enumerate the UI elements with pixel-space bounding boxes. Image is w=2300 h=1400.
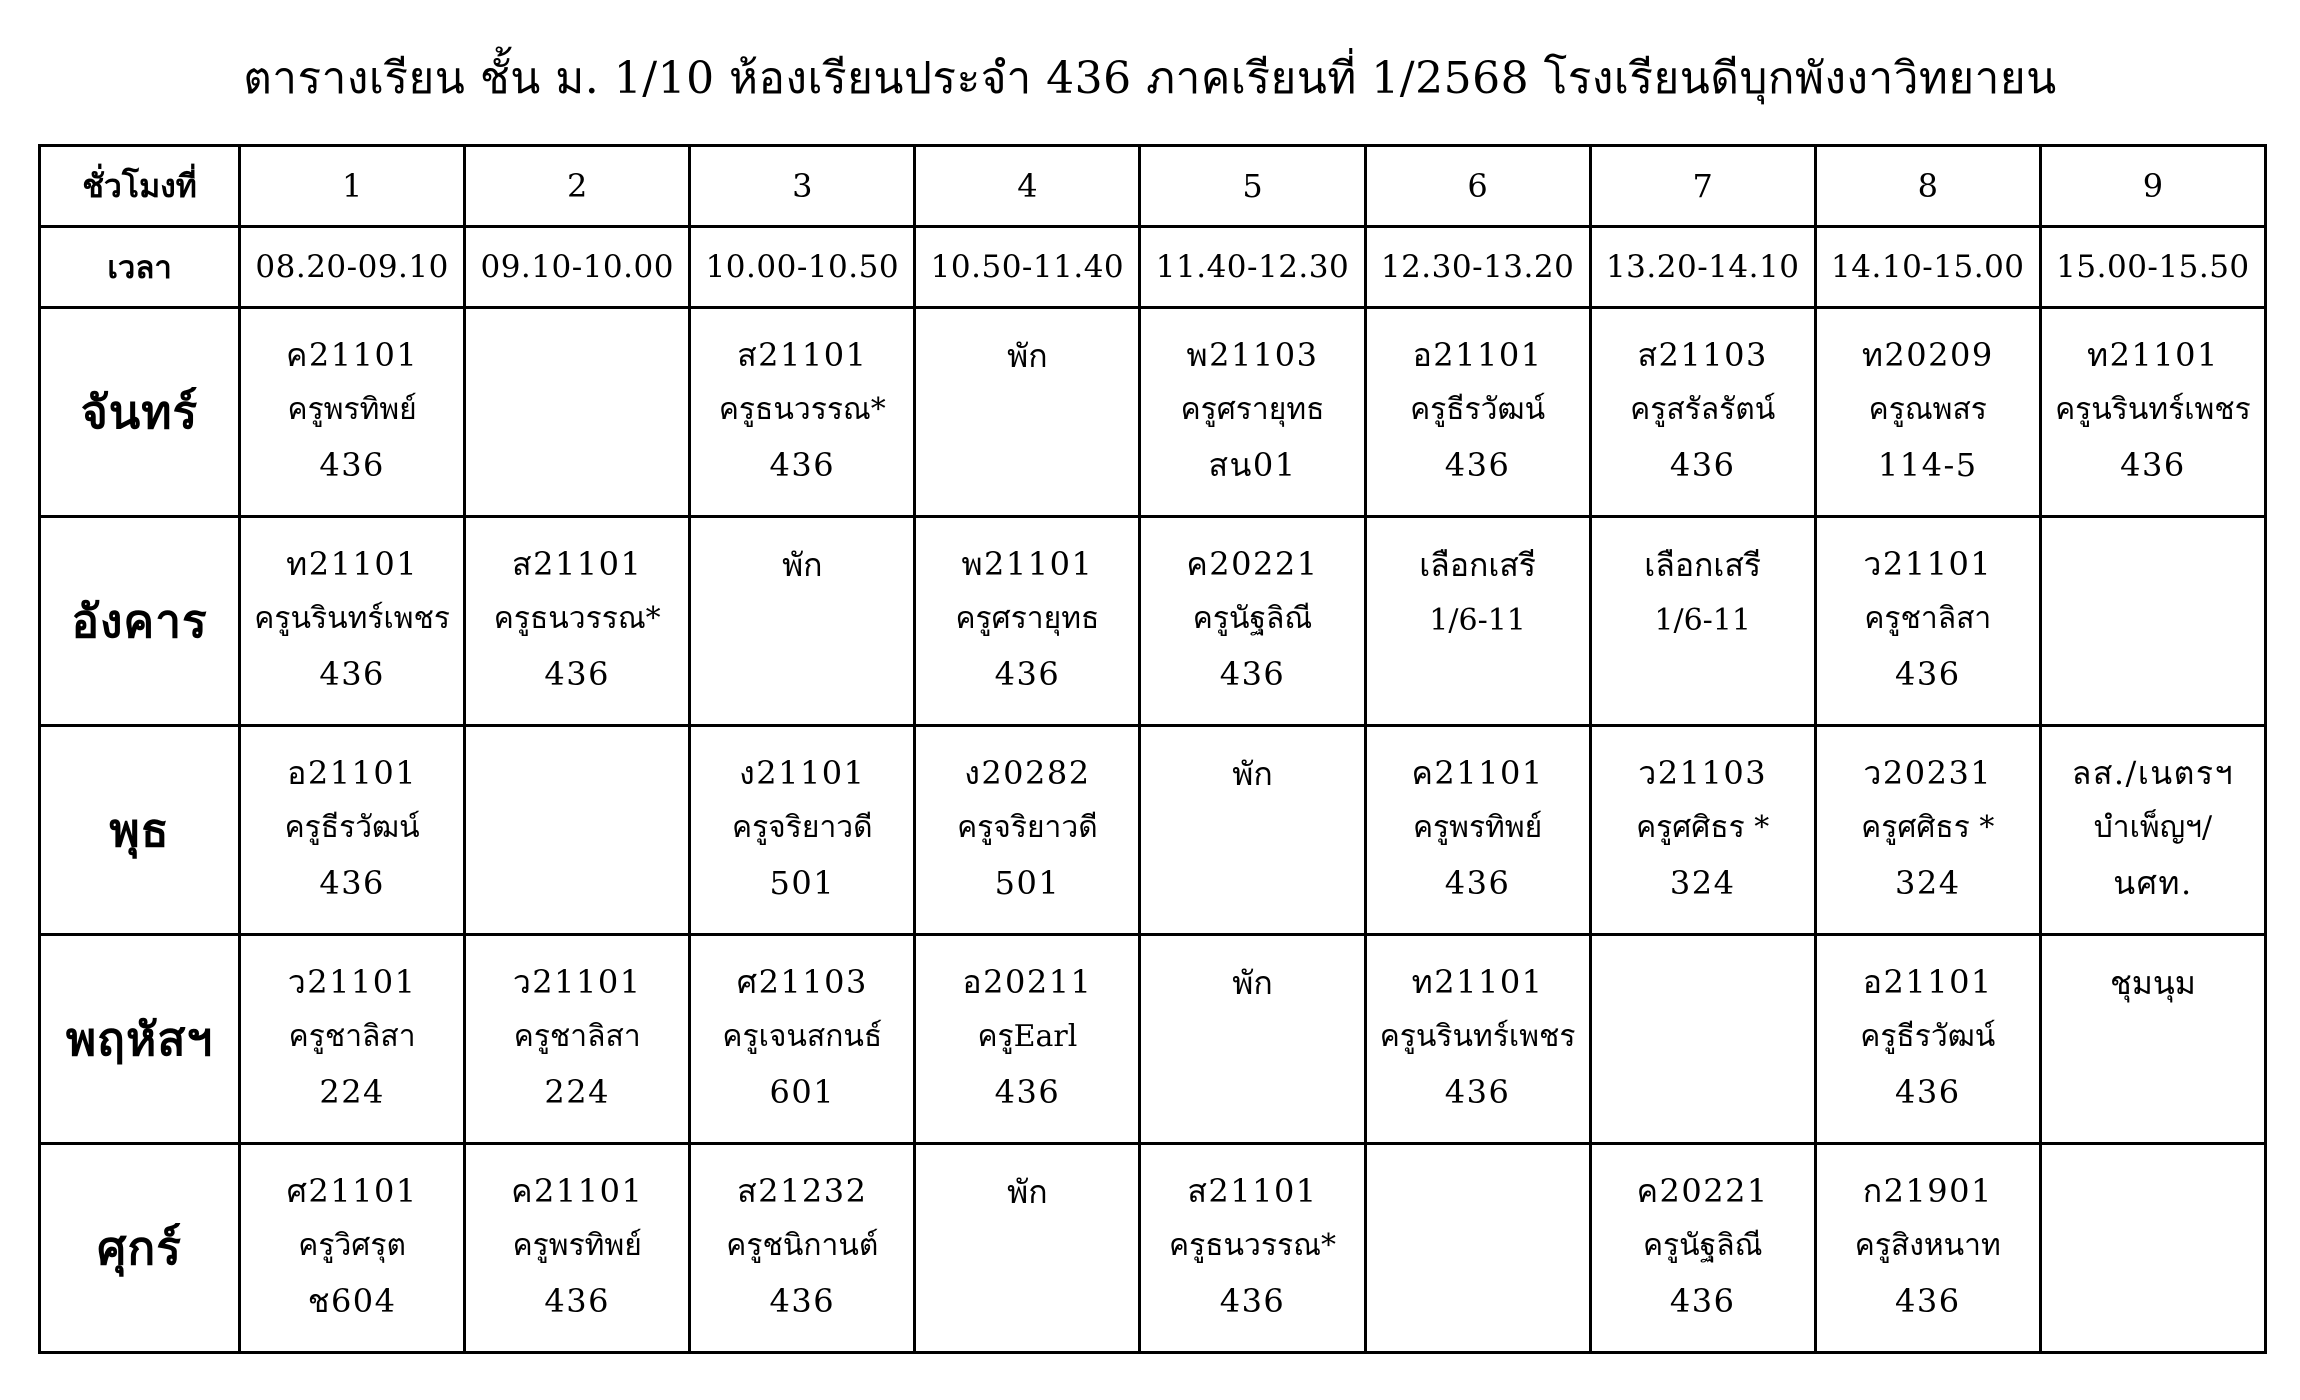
teacher-name: ครูธีรวัฒน์ — [1410, 392, 1546, 427]
schedule-cell — [1590, 308, 1815, 517]
subject-code: ศ21101 — [286, 1172, 418, 1210]
cell-content — [916, 1145, 1138, 1213]
time-slot: 13.20-14.10 — [1590, 227, 1815, 308]
subject-code: ว21101 — [512, 963, 642, 1001]
teacher-name: ครูธนวรรณ* — [493, 601, 661, 636]
schedule-cell — [690, 308, 915, 517]
teacher-name: ครูชาลิสา — [288, 1019, 416, 1054]
time-slot: 15.00-15.50 — [2040, 227, 2265, 308]
subject-code: ว21101 — [1863, 545, 1993, 583]
time-slot: 11.40-12.30 — [1140, 227, 1365, 308]
cell-content — [241, 936, 463, 1112]
schedule-cell — [1815, 726, 2040, 935]
schedule-cell — [1140, 1144, 1365, 1353]
schedule-cell — [915, 935, 1140, 1144]
room-number: 436 — [1894, 1282, 1961, 1320]
teacher-name: ครูศศิธร * — [1861, 810, 1995, 845]
room-number: 436 — [1444, 1073, 1511, 1111]
activity-label: ชุมนุม — [2110, 964, 2196, 1002]
teacher-name: บำเพ็ญฯ/ — [2093, 810, 2213, 845]
cell-content — [2042, 936, 2264, 1004]
cell-content — [691, 518, 913, 586]
schedule-cell — [240, 1144, 465, 1353]
cell-content — [1141, 309, 1363, 485]
subject-code: ว20231 — [1863, 754, 1993, 792]
room-number: 436 — [1669, 446, 1736, 484]
period-number: 6 — [1365, 146, 1590, 227]
schedule-cell — [1140, 308, 1365, 517]
cell-content — [1367, 518, 1589, 642]
day-row — [40, 935, 2266, 1144]
schedule-cell — [690, 935, 915, 1144]
schedule-cell — [1815, 517, 2040, 726]
room-number: 436 — [319, 446, 385, 484]
subject-code: ว21103 — [1638, 754, 1768, 792]
subject-code: ค20221 — [1636, 1172, 1769, 1210]
period-number: 5 — [1140, 146, 1365, 227]
subject-code: ส21101 — [512, 545, 643, 583]
subject-code: พ21103 — [1186, 336, 1319, 374]
day-row — [40, 517, 2266, 726]
room-number: 436 — [1444, 864, 1511, 902]
cell-content — [1141, 936, 1363, 1004]
time-slot: 12.30-13.20 — [1365, 227, 1590, 308]
cell-content — [241, 1145, 463, 1321]
schedule-cell — [915, 1144, 1140, 1353]
schedule-cell — [1815, 308, 2040, 517]
subject-code: ท21101 — [286, 545, 419, 583]
room-number: 436 — [2120, 446, 2186, 484]
schedule-cell — [465, 308, 690, 517]
time-slot: 10.50-11.40 — [915, 227, 1140, 308]
room-number: 324 — [1669, 864, 1736, 902]
schedule-cell — [2040, 1144, 2265, 1353]
teacher-name: ครูนรินทร์เพชร — [1379, 1019, 1576, 1054]
schedule-cell — [690, 1144, 915, 1353]
teacher-name: ครูนัฐลิณี — [1642, 1228, 1763, 1263]
time-label: เวลา — [40, 227, 240, 308]
room-number: 436 — [994, 1073, 1061, 1111]
schedule-cell — [465, 726, 690, 935]
teacher-name: ครูศรายุทธ — [955, 601, 1100, 636]
cell-content — [691, 309, 913, 485]
time-header-row — [40, 227, 2266, 308]
teacher-name: ครูเจนสกนธ์ — [722, 1019, 883, 1054]
room-number: 436 — [1219, 1282, 1286, 1320]
schedule-cell — [240, 308, 465, 517]
period-number: 7 — [1590, 146, 1815, 227]
cell-content — [1141, 1145, 1363, 1321]
teacher-name: ครูพรทิพย์ — [1412, 810, 1543, 845]
teacher-name: ครูนรินทร์เพชร — [254, 601, 450, 636]
cell-content — [691, 1145, 913, 1321]
teacher-name: ครูชาลิสา — [513, 1019, 641, 1054]
teacher-name: ครูพรทิพย์ — [287, 392, 417, 427]
teacher-name: ครูธนวรรณ* — [718, 392, 886, 427]
day-row — [40, 1144, 2266, 1353]
cell-content — [1141, 518, 1363, 694]
teacher-name: ครูชนิกานต์ — [726, 1228, 879, 1263]
subject-code: ว21101 — [287, 963, 417, 1001]
teacher-name: ครูสรัลรัตน์ — [1630, 392, 1776, 427]
cell-content — [2042, 518, 2264, 544]
period-number: 9 — [2040, 146, 2265, 227]
period-header-row — [40, 146, 2266, 227]
day-row — [40, 308, 2266, 517]
subject-code: ส21103 — [1637, 336, 1768, 374]
cell-content — [691, 727, 913, 903]
period-number: 2 — [465, 146, 690, 227]
cell-content — [1592, 518, 1814, 642]
schedule-cell — [240, 726, 465, 935]
period-number: 8 — [1815, 146, 2040, 227]
cell-content — [241, 309, 463, 485]
schedule-cell — [1590, 726, 1815, 935]
teacher-name: ครูพรทิพย์ — [512, 1228, 642, 1263]
cell-content — [1367, 727, 1589, 903]
teacher-name: ครูจริยาวดี — [957, 810, 1098, 845]
day-label: อังคาร — [40, 517, 240, 726]
subject-code: ท21101 — [2086, 336, 2219, 374]
schedule-cell — [1140, 935, 1365, 1144]
cell-content — [1367, 309, 1589, 485]
subject-code: ค21101 — [1411, 754, 1544, 792]
teacher-name: ครูชาลิสา — [1864, 601, 1992, 636]
room-number: 436 — [1219, 655, 1286, 693]
cell-content — [241, 727, 463, 903]
room-number: 436 — [544, 655, 610, 693]
time-slot: 10.00-10.50 — [690, 227, 915, 308]
subject-code: อ20211 — [962, 963, 1093, 1001]
schedule-cell — [1590, 1144, 1815, 1353]
room-number: 436 — [1444, 446, 1511, 484]
day-label: จันทร์ — [40, 308, 240, 517]
activity-label: พัก — [1007, 1173, 1048, 1211]
subject-code: อ21101 — [287, 754, 418, 792]
group-label: 1/6-11 — [1429, 603, 1526, 638]
teacher-name: ครูวิศรุต — [298, 1228, 406, 1263]
schedule-cell — [915, 726, 1140, 935]
cell-content — [1592, 1145, 1814, 1321]
activity-label: พัก — [1232, 964, 1273, 1002]
subject-code: ง20282 — [964, 754, 1091, 792]
subject-code: ส21232 — [737, 1172, 868, 1210]
cell-content — [1592, 309, 1814, 485]
activity-label: เลือกเสรี — [1644, 546, 1762, 584]
room-number: ช604 — [307, 1282, 397, 1320]
room-number: 501 — [769, 864, 836, 902]
cell-content — [1817, 1145, 2039, 1321]
cell-content — [466, 727, 688, 753]
schedule-cell — [465, 1144, 690, 1353]
schedule-cell — [2040, 517, 2265, 726]
period-number: 3 — [690, 146, 915, 227]
day-label: ศุกร์ — [40, 1144, 240, 1353]
cell-content — [241, 518, 463, 694]
schedule-cell — [915, 517, 1140, 726]
teacher-name: ครูศศิธร * — [1636, 810, 1770, 845]
cell-content — [466, 1145, 688, 1321]
schedule-cell — [1590, 517, 1815, 726]
cell-content — [916, 727, 1138, 903]
subject-code: อ21101 — [1862, 963, 1993, 1001]
time-slot: 08.20-09.10 — [240, 227, 465, 308]
teacher-name: ครูนรินทร์เพชร — [2055, 392, 2251, 427]
room-number: 436 — [769, 1282, 836, 1320]
schedule-cell — [1140, 726, 1365, 935]
teacher-name: ครูEarl — [977, 1019, 1078, 1054]
room-number: 601 — [769, 1073, 836, 1111]
schedule-cell — [2040, 935, 2265, 1144]
cell-content — [1592, 727, 1814, 903]
subject-code: อ21101 — [1412, 336, 1543, 374]
cell-content — [916, 518, 1138, 694]
room-number: นศท. — [2113, 864, 2193, 902]
cell-content — [1141, 727, 1363, 795]
teacher-name: ครูธีรวัฒน์ — [1860, 1019, 1996, 1054]
room-number: 436 — [319, 864, 385, 902]
activity-label: พัก — [782, 546, 823, 584]
schedule-cell — [1365, 935, 1590, 1144]
cell-content — [1817, 518, 2039, 694]
room-number: 324 — [1894, 864, 1961, 902]
schedule-cell — [2040, 308, 2265, 517]
teacher-name: ครูธีรวัฒน์ — [284, 810, 420, 845]
time-slot: 09.10-10.00 — [465, 227, 690, 308]
schedule-cell — [1815, 935, 2040, 1144]
schedule-cell — [1365, 308, 1590, 517]
cell-content — [466, 518, 688, 694]
subject-code: ค21101 — [511, 1172, 644, 1210]
schedule-cell — [1815, 1144, 2040, 1353]
activity-label: พัก — [1007, 337, 1048, 375]
subject-code: ส21101 — [1187, 1172, 1318, 1210]
period-label: ชั่วโมงที่ — [40, 146, 240, 227]
subject-code: ศ21103 — [736, 963, 868, 1001]
subject-code: ท20209 — [1861, 336, 1994, 374]
room-number: 436 — [544, 1282, 610, 1320]
room-number: สน01 — [1208, 446, 1297, 484]
cell-content — [2042, 727, 2264, 903]
room-number: 436 — [994, 655, 1061, 693]
room-number: 436 — [1669, 1282, 1736, 1320]
day-label: พุธ — [40, 726, 240, 935]
room-number: 436 — [1894, 1073, 1961, 1111]
schedule-cell — [465, 935, 690, 1144]
cell-content — [1817, 309, 2039, 485]
teacher-name: ครูศรายุทธ — [1180, 392, 1325, 427]
schedule-cell — [2040, 726, 2265, 935]
cell-content — [1817, 936, 2039, 1112]
subject-code: ลส./เนตรฯ — [2071, 754, 2235, 792]
subject-code: ค21101 — [286, 336, 419, 374]
teacher-name: ครูสิงหนาท — [1854, 1228, 2001, 1263]
cell-content — [1367, 1145, 1589, 1171]
cell-content — [2042, 1145, 2264, 1171]
period-number: 1 — [240, 146, 465, 227]
activity-label: เลือกเสรี — [1419, 546, 1536, 584]
room-number: 224 — [544, 1073, 610, 1111]
cell-content — [1592, 936, 1814, 962]
room-number: 436 — [319, 655, 385, 693]
day-row — [40, 726, 2266, 935]
activity-label: พัก — [1232, 755, 1273, 793]
timetable — [38, 144, 2267, 1354]
cell-content — [916, 309, 1138, 377]
cell-content — [1367, 936, 1589, 1112]
schedule-cell — [465, 517, 690, 726]
schedule-cell — [1365, 1144, 1590, 1353]
cell-content — [1817, 727, 2039, 903]
room-number: 114-5 — [1877, 446, 1978, 484]
group-label: 1/6-11 — [1654, 603, 1751, 638]
teacher-name: ครูจริยาวดี — [732, 810, 873, 845]
room-number: 436 — [769, 446, 836, 484]
teacher-name: ครูนัฐลิณี — [1192, 601, 1313, 636]
cell-content — [466, 936, 688, 1112]
subject-code: ก21901 — [1862, 1172, 1993, 1210]
time-slot: 14.10-15.00 — [1815, 227, 2040, 308]
teacher-name: ครูธนวรรณ* — [1169, 1228, 1336, 1263]
teacher-name: ครูณพสร — [1868, 392, 1987, 427]
room-number: 501 — [994, 864, 1061, 902]
schedule-cell — [915, 308, 1140, 517]
day-label: พฤหัสฯ — [40, 935, 240, 1144]
cell-content — [916, 936, 1138, 1112]
subject-code: ง21101 — [739, 754, 866, 792]
subject-code: พ21101 — [961, 545, 1094, 583]
subject-code: ค20221 — [1186, 545, 1319, 583]
schedule-cell — [1365, 726, 1590, 935]
schedule-cell — [240, 517, 465, 726]
schedule-cell — [1590, 935, 1815, 1144]
schedule-cell — [1140, 517, 1365, 726]
page-title: ตารางเรียน ชั้น ม. 1/10 ห้องเรียนประจำ 436 ภาคเรียนที่ 1/2568 โรงเรียนดีบุกพังงาวิทยายน — [243, 53, 2057, 104]
subject-code: ท21101 — [1411, 963, 1544, 1001]
cell-content — [2042, 309, 2264, 485]
period-number: 4 — [915, 146, 1140, 227]
cell-content — [466, 309, 688, 335]
schedule-cell — [690, 726, 915, 935]
subject-code: ส21101 — [737, 336, 868, 374]
schedule-cell — [240, 935, 465, 1144]
schedule-cell — [1365, 517, 1590, 726]
room-number: 436 — [1894, 655, 1961, 693]
cell-content — [691, 936, 913, 1112]
room-number: 224 — [319, 1073, 385, 1111]
schedule-cell — [690, 517, 915, 726]
